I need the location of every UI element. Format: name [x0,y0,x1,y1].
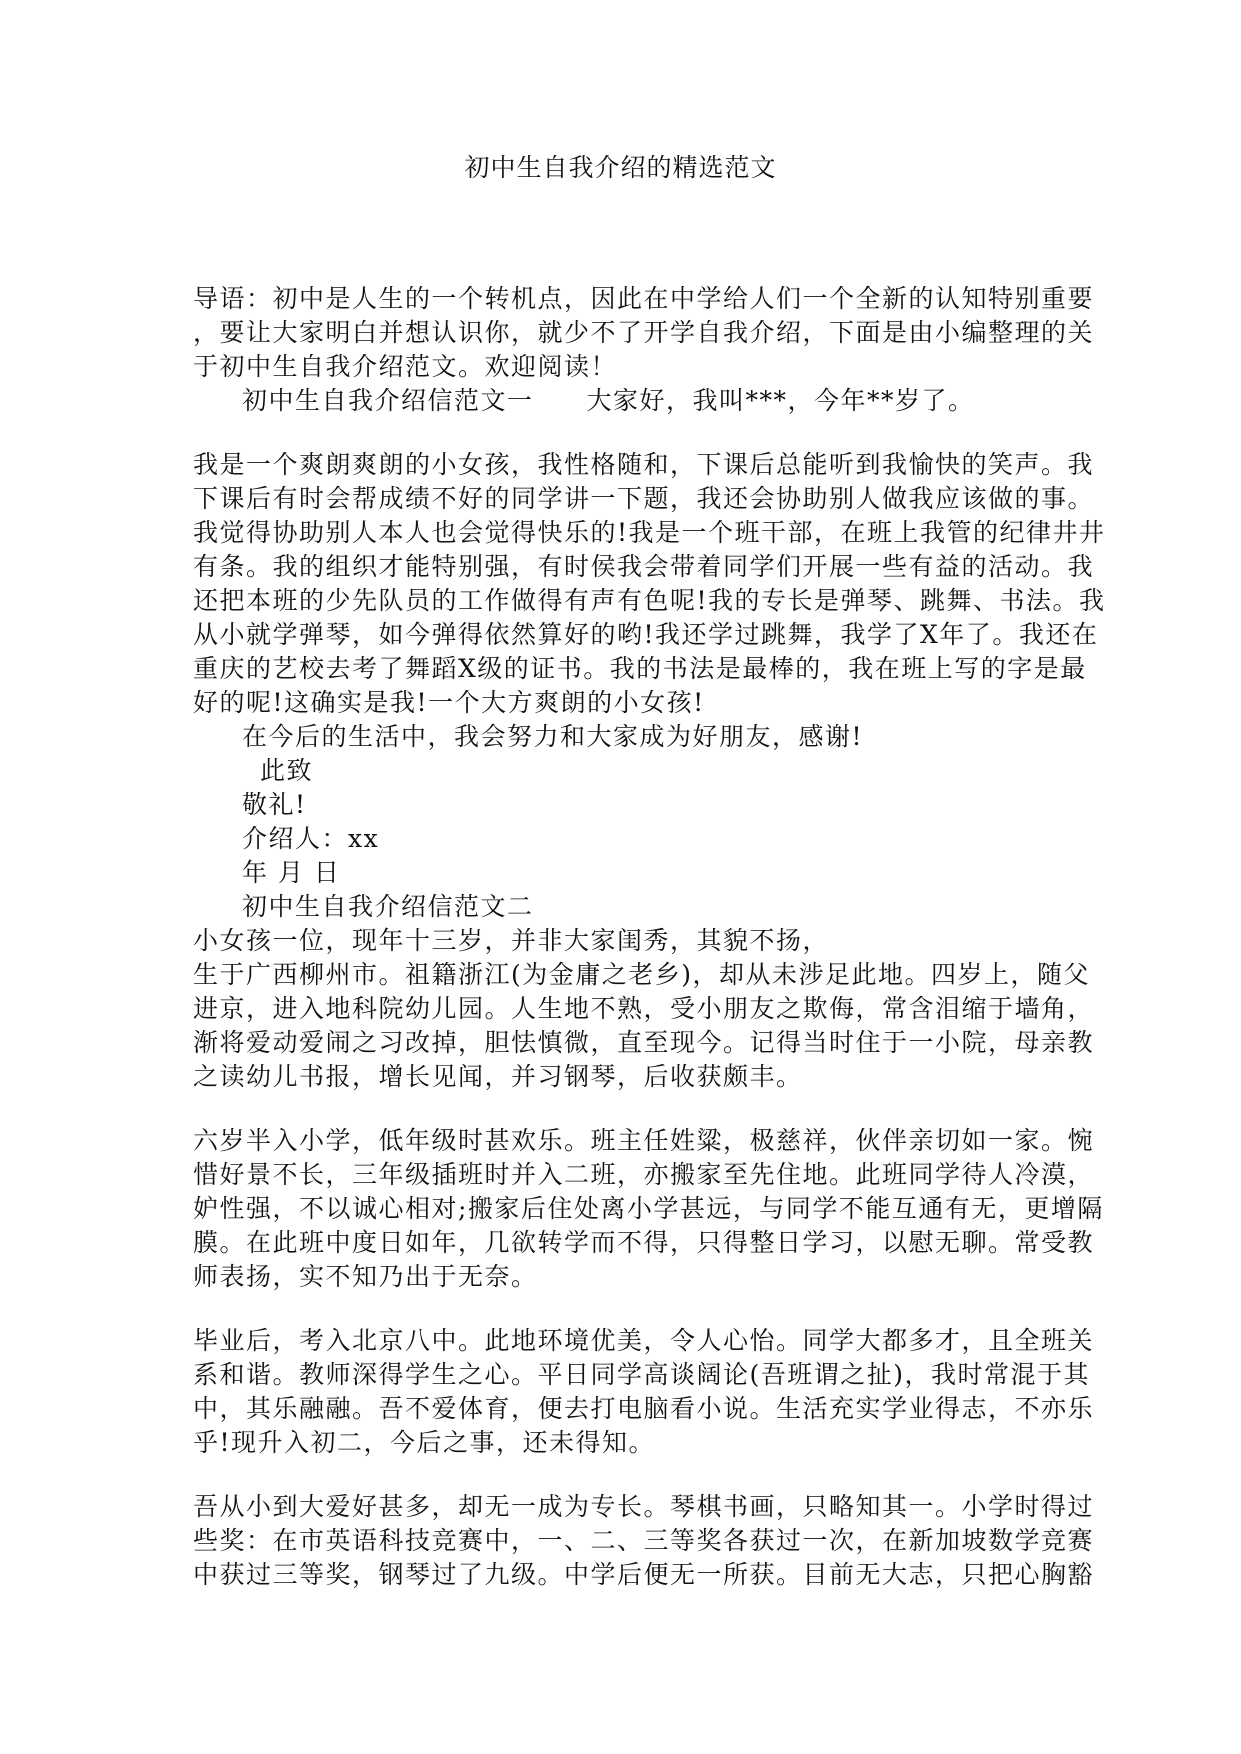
text-line: 吾从小到大爱好甚多，却无一成为专长。琴棋书画，只略知其一。小学时得过 [193,1492,1095,1521]
text-line: 小女孩一位，现年十三岁，并非大家闺秀，其貌不扬， [193,926,830,955]
text-line: 我是一个爽朗爽朗的小女孩，我性格随和，下课后总能听到我愉快的笑声。我 [193,450,1095,479]
text-line: 中，其乐融融。吾不爱体育，便去打电脑看小说。生活充实学业得志，不亦乐 [193,1394,1095,1423]
text-line: 于初中生自我介绍范文。欢迎阅读！ [193,352,618,381]
text-line: 还把本班的少先队员的工作做得有声有色呢!我的专长是弹琴、跳舞、书法。我 [193,586,1106,615]
text-line: 此致 [260,756,314,785]
text-line: 年 月 日 [242,858,341,887]
text-line: 惜好景不长，三年级插班时并入二班，亦搬家至先住地。此班同学待人冷漠， [193,1160,1095,1189]
text-line: 生于广西柳州市。祖籍浙江(为金庸之老乡)，却从未涉足此地。四岁上，随父 [193,960,1091,989]
text-line: ，要让大家明白并想认识你，就少不了开学自我介绍，下面是由小编整理的关 [193,318,1095,347]
text-line: 在今后的生活中，我会努力和大家成为好朋友，感谢! [242,722,864,751]
text-line: 有条。我的组织才能特别强，有时侯我会带着同学们开展一些有益的活动。我 [193,552,1095,581]
text-line: 下课后有时会帮成绩不好的同学讲一下题，我还会协助别人做我应该做的事。 [193,484,1095,513]
text-line: 师表扬，实不知乃出于无奈。 [193,1262,538,1291]
text-line: 之读幼儿书报，增长见闻，并习钢琴，后收获颇丰。 [193,1062,803,1091]
text-line: 从小就学弹琴，如今弹得依然算好的哟!我还学过跳舞，我学了X年了。我还在 [193,620,1099,649]
document-title: 初中生自我介绍的精选范文 [464,153,777,182]
text-line: 进京，进入地科院幼儿园。人生地不熟，受小朋友之欺侮，常含泪缩于墙角， [193,994,1095,1023]
text-line: 毕业后，考入北京八中。此地环境优美，令人心怡。同学大都多才，且全班关 [193,1326,1095,1355]
text-line: 初中生自我介绍信范文二 [242,892,534,921]
text-line: 导语：初中是人生的一个转机点，因此在中学给人们一个全新的认知特别重要 [193,284,1095,313]
text-line: 膜。在此班中度日如年，几欲转学而不得，只得整日学习，以慰无聊。常受教 [193,1228,1095,1257]
text-line: 介绍人：xx [242,824,380,853]
text-line: 渐将爱动爱闹之习改掉，胆怯慎微，直至现今。记得当时住于一小院，母亲教 [193,1028,1095,1057]
text-line: 我觉得协助别人本人也会觉得快乐的!我是一个班干部，在班上我管的纪律井井 [193,518,1106,547]
text-line: 敬礼! [242,790,307,819]
text-line: 初中生自我介绍信范文一 大家好，我叫***，今年**岁了。 [242,386,975,415]
text-line: 中获过三等奖，钢琴过了九级。中学后便无一所获。目前无大志，只把心胸豁 [193,1560,1095,1589]
text-line: 系和谐。教师深得学生之心。平日同学高谈阔论(吾班谓之扯)，我时常混于其 [193,1360,1091,1389]
text-line: 六岁半入小学，低年级时甚欢乐。班主任姓粱，极慈祥，伙伴亲切如一家。惋 [193,1126,1095,1155]
text-line: 些奖：在市英语科技竞赛中，一、二、三等奖各获过一次，在新加坡数学竞赛 [193,1526,1095,1555]
text-line: 重庆的艺校去考了舞蹈X级的证书。我的书法是最棒的，我在班上写的字是最 [193,654,1087,683]
text-line: 妒性强，不以诚心相对;搬家后住处离小学甚远，与同学不能互通有无，更增隔 [193,1194,1104,1223]
text-line: 好的呢!这确实是我!一个大方爽朗的小女孩! [193,688,705,717]
text-line: 乎!现升入初二，今后之事，还未得知。 [193,1428,656,1457]
